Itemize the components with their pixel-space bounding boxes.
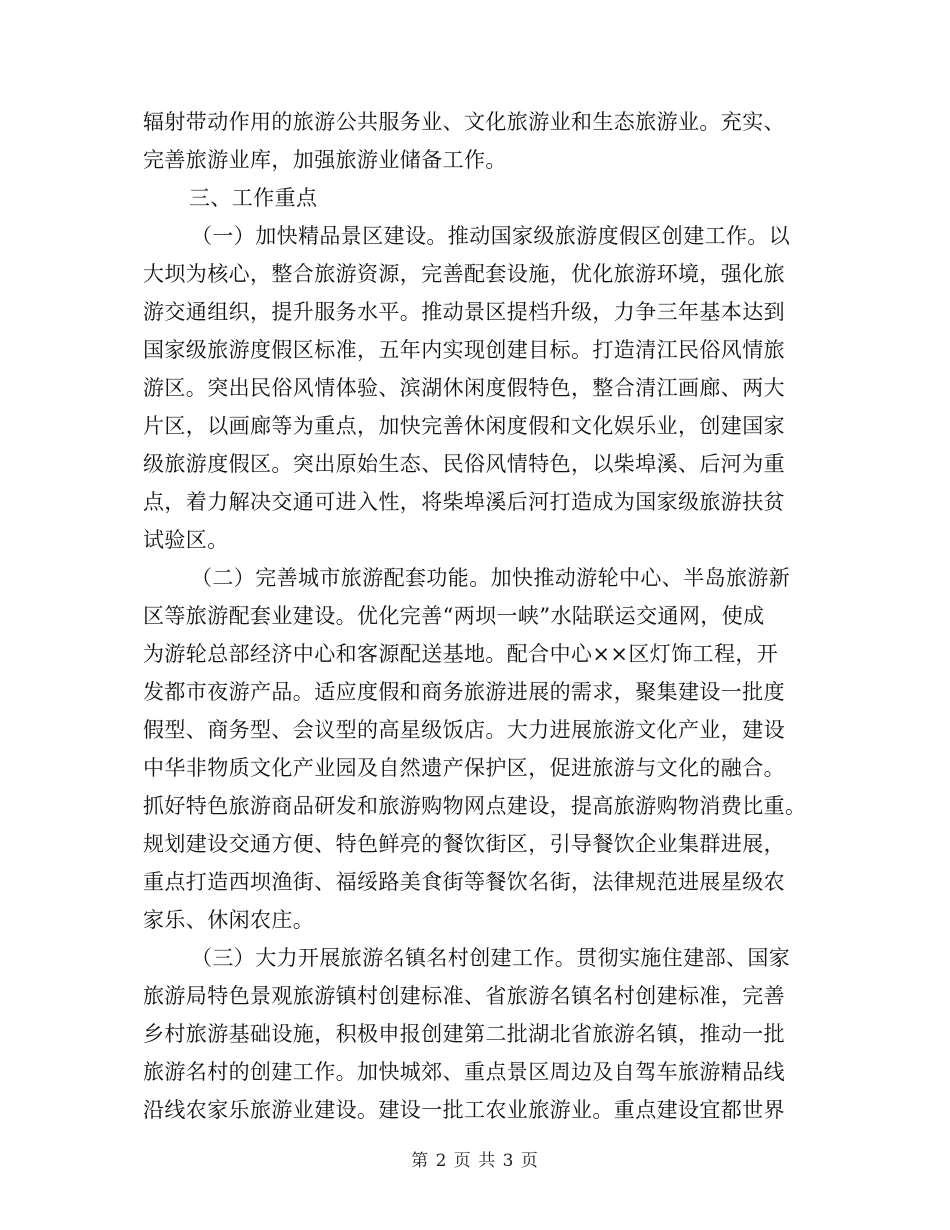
text-line: 旅游局特色景观旅游镇村创建标准、省旅游名镇名村创建标准，完善 (143, 984, 785, 1008)
text-line: 国家级旅游度假区标准，五年内实现创建目标。打造清江民俗风情旅 (143, 338, 785, 362)
text-line: 规划建设交通方便、特色鲜亮的餐饮街区，引导餐饮企业集群进展， (143, 832, 785, 856)
paragraph-start: （一）加快精品景区建设。推动国家级旅游度假区创建工作。以 (191, 224, 791, 248)
text-line: 完善旅游业库，加强旅游业储备工作。 (143, 148, 507, 172)
text-line: 假型、商务型、会议型的高星级饭店。大力进展旅游文化产业，建设 (143, 718, 785, 742)
text-line: 沿线农家乐旅游业建设。建设一批工农业旅游业。重点建设宜都世界 (143, 1098, 785, 1122)
text-line: 抓好特色旅游商品研发和旅游购物网点建设，提高旅游购物消费比重。 (143, 794, 807, 818)
text-line: 大坝为核心，整合旅游资源，完善配套设施，优化旅游环境，强化旅 (143, 262, 785, 286)
paragraph-start: （二）完善城市旅游配套功能。加快推动游轮中心、半岛旅游新 (191, 566, 791, 590)
text-line: 为游轮总部经济中心和客源配送基地。配合中心××区灯饰工程，开 (143, 642, 779, 666)
text-line: 家乐、休闲农庄。 (143, 908, 315, 932)
text-line: 游区。突出民俗风情体验、滨湖休闲度假特色，整合清江画廊、两大 (143, 376, 785, 400)
text-line: 区等旅游配套业建设。优化完善“两坝一峡”水陆联运交通网，使成 (143, 604, 765, 628)
text-line: 重点打造西坝渔街、福绥路美食街等餐饮名街，法律规范进展星级农 (143, 870, 785, 894)
text-line: 试验区。 (143, 528, 229, 552)
text-line: 点，着力解决交通可进入性，将柴埠溪后河打造成为国家级旅游扶贫 (143, 490, 785, 514)
text-line: 乡村旅游基础设施，积极申报创建第二批湖北省旅游名镇，推动一批 (143, 1022, 785, 1046)
text-line: 游交通组织，提升服务水平。推动景区提档升级，力争三年基本达到 (143, 300, 785, 324)
paragraph-start: （三）大力开展旅游名镇名村创建工作。贯彻实施住建部、国家 (191, 946, 791, 970)
body-text (143, 103, 823, 1129)
text-line: 旅游名村的创建工作。加快城郊、重点景区周边及自驾车旅游精品线 (143, 1060, 785, 1084)
text-line: 发都市夜游产品。适应度假和商务旅游进展的需求，聚集建设一批度 (143, 680, 785, 704)
text-line: 级旅游度假区。突出原始生态、民俗风情特色，以柴埠溪、后河为重 (143, 452, 785, 476)
text-line: 片区，以画廊等为重点，加快完善休闲度假和文化娱乐业，创建国家 (143, 414, 785, 438)
section-heading: 三、工作重点 (189, 186, 318, 210)
page-footer: 第 2 页 共 3 页 (411, 1151, 539, 1171)
text-line: 辐射带动作用的旅游公共服务业、文化旅游业和生态旅游业。充实、 (143, 110, 785, 134)
text-line: 中华非物质文化产业园及自然遗产保护区，促进旅游与文化的融合。 (143, 756, 785, 780)
